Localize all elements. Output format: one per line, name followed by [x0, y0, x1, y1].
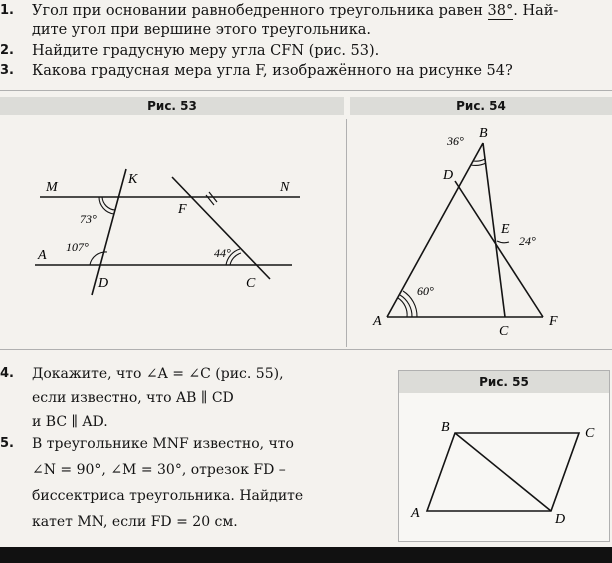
angle-label-60: 60°: [417, 284, 434, 298]
side-ab: [387, 143, 483, 317]
transversal-fc: [172, 177, 270, 279]
arc-44: [230, 253, 241, 265]
arc-24: [497, 241, 509, 243]
problem-text: Докажите, что ∠A = ∠C (рис. 55),: [32, 366, 284, 382]
angle-value: 38°: [487, 3, 514, 19]
label-e: E: [501, 222, 510, 237]
label-a: A: [411, 506, 420, 521]
problem-4: [0, 362, 372, 434]
angle-label-44: 44°: [214, 246, 231, 260]
label-d: D: [443, 168, 454, 183]
label-m: M: [46, 180, 58, 195]
arc-60c: [403, 291, 417, 317]
angle-label-24: 24°: [519, 234, 536, 248]
problem-number: 1.: [0, 3, 14, 18]
line-df: [455, 181, 543, 317]
arc-60b: [400, 295, 412, 317]
figure-54: [347, 119, 612, 347]
problem-text: В треугольнике MNF известно, что: [32, 436, 294, 452]
angle-label-36: 36°: [447, 134, 464, 148]
figure-55: [399, 393, 609, 541]
figure-55-title: Рис. 55: [399, 371, 609, 393]
figure-53: [0, 119, 344, 347]
label-d: D: [555, 512, 566, 527]
label-a: A: [38, 248, 47, 263]
problem-text: если известно, что AB ∥ CD: [32, 390, 234, 406]
label-d: D: [98, 276, 109, 291]
problem-number: 5.: [0, 436, 14, 451]
problem-text: биссектриса треугольника. Найдите: [32, 488, 304, 504]
label-c: C: [246, 276, 256, 291]
problem-5: [0, 432, 380, 542]
problem-text: . Най-: [513, 3, 559, 19]
label-c: C: [585, 426, 595, 441]
arc-73b: [99, 197, 114, 214]
problem-text: Угол при основании равнобедренного треугольника равен: [32, 3, 488, 19]
arc-60: [398, 298, 407, 317]
problem-1: [0, 2, 612, 42]
arc-107: [90, 252, 107, 265]
figures-53-54: [0, 90, 612, 350]
problem-number: 2.: [0, 43, 14, 58]
problem-text: дите угол при вершине этого треугольника.: [32, 22, 372, 38]
problem-text: Найдите градусную меру угла CFN (рис. 53).: [32, 43, 380, 59]
bottom-edge-shadow: [0, 547, 612, 563]
figure-54-title: Рис. 54: [350, 97, 612, 115]
problem-number: 3.: [0, 63, 14, 78]
problem-number: 4.: [0, 366, 14, 381]
label-f: F: [178, 202, 187, 217]
problem-text: ∠N = 90°, ∠M = 30°, отрезок FD –: [32, 462, 286, 478]
label-c: C: [499, 324, 509, 339]
label-k: K: [128, 172, 138, 187]
label-f: F: [549, 314, 558, 329]
problem-text: и BC ∥ AD.: [32, 414, 108, 430]
diagonal-bd: [455, 433, 551, 511]
figure-55-panel: [398, 370, 610, 542]
problem-text: Какова градусная мера угла F, изображённого на рисунке 54?: [32, 63, 513, 79]
label-a: A: [373, 314, 382, 329]
arc-36b: [471, 163, 486, 165]
problem-2: [0, 42, 612, 62]
angle-label-107: 107°: [66, 240, 89, 254]
problem-text: катет MN, если FD = 20 см.: [32, 514, 238, 530]
arc-73: [102, 197, 115, 210]
angle-label-73: 73°: [80, 212, 97, 226]
figure-53-title: Рис. 53: [0, 97, 344, 115]
label-b: B: [479, 126, 488, 141]
label-n: N: [280, 180, 290, 195]
problem-3: [0, 62, 612, 82]
label-b: B: [441, 420, 450, 435]
